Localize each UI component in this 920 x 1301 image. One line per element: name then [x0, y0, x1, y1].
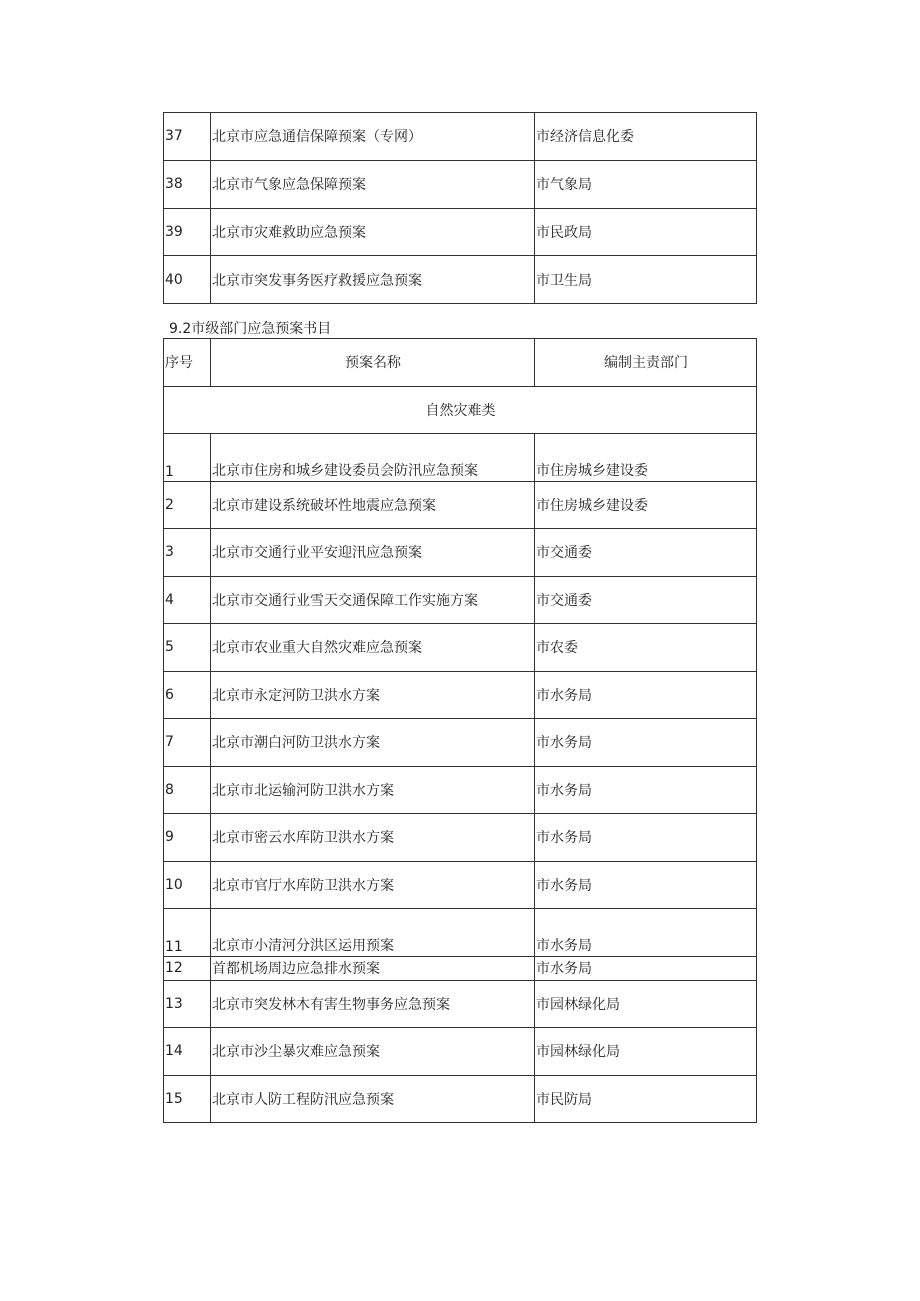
- table-row: [164, 1028, 757, 1076]
- row-number: 40: [164, 256, 211, 304]
- table-row: [164, 160, 757, 208]
- row-number: 37: [164, 113, 211, 161]
- table-row: [164, 1075, 757, 1123]
- table-row: [164, 719, 757, 767]
- plan-name: 北京市交通行业平安迎汛应急预案: [211, 529, 535, 577]
- plan-table-continued: [163, 112, 757, 304]
- responsible-dept: 市民政局: [535, 208, 757, 256]
- row-number: 6: [164, 671, 211, 719]
- row-number: 1: [164, 434, 211, 482]
- plan-name: 北京市潮白河防卫洪水方案: [211, 719, 535, 767]
- table-row: [164, 576, 757, 624]
- table-row: [164, 208, 757, 256]
- table-row: [164, 861, 757, 909]
- row-number: 5: [164, 624, 211, 672]
- plan-name: 北京市建设系统破坏性地震应急预案: [211, 481, 535, 529]
- plan-name: 北京市灾难救助应急预案: [211, 208, 535, 256]
- plan-name: 北京市沙尘暴灾难应急预案: [211, 1028, 535, 1076]
- table-row: [164, 814, 757, 862]
- plan-name: 北京市永定河防卫洪水方案: [211, 671, 535, 719]
- header-dept: 编制主责部门: [535, 339, 757, 387]
- category-row: [164, 386, 757, 434]
- row-number: 4: [164, 576, 211, 624]
- table-row: [164, 624, 757, 672]
- row-number: 11: [164, 909, 211, 957]
- responsible-dept: 市交通委: [535, 576, 757, 624]
- row-number: 15: [164, 1075, 211, 1123]
- responsible-dept: 市水务局: [535, 719, 757, 767]
- table-row: [164, 671, 757, 719]
- responsible-dept: 市气象局: [535, 160, 757, 208]
- responsible-dept: 市水务局: [535, 814, 757, 862]
- responsible-dept: 市经济信息化委: [535, 113, 757, 161]
- row-number: 2: [164, 481, 211, 529]
- table-row: [164, 481, 757, 529]
- row-number: 39: [164, 208, 211, 256]
- plan-name: 首都机场周边应急排水预案: [211, 956, 535, 980]
- header-number: 序号: [164, 339, 211, 387]
- row-number: 8: [164, 766, 211, 814]
- responsible-dept: 市农委: [535, 624, 757, 672]
- responsible-dept: 市住房城乡建设委: [535, 434, 757, 482]
- plan-name: 北京市住房和城乡建设委员会防汛应急预案: [211, 434, 535, 482]
- table-row: [164, 256, 757, 304]
- table-row: [164, 980, 757, 1028]
- row-number: 38: [164, 160, 211, 208]
- responsible-dept: 市住房城乡建设委: [535, 481, 757, 529]
- table-row: [164, 529, 757, 577]
- table-header-row: [164, 339, 757, 387]
- plan-name: 北京市农业重大自然灾难应急预案: [211, 624, 535, 672]
- plan-name: 北京市小清河分洪区运用预案: [211, 909, 535, 957]
- responsible-dept: 市水务局: [535, 956, 757, 980]
- responsible-dept: 市卫生局: [535, 256, 757, 304]
- responsible-dept: 市水务局: [535, 861, 757, 909]
- row-number: 13: [164, 980, 211, 1028]
- table-row: [164, 113, 757, 161]
- responsible-dept: 市水务局: [535, 909, 757, 957]
- responsible-dept: 市水务局: [535, 671, 757, 719]
- plan-name: 北京市应急通信保障预案（专网）: [211, 113, 535, 161]
- responsible-dept: 市水务局: [535, 766, 757, 814]
- plan-name: 北京市北运输河防卫洪水方案: [211, 766, 535, 814]
- table-row: [164, 766, 757, 814]
- responsible-dept: 市民防局: [535, 1075, 757, 1123]
- plan-name: 北京市密云水库防卫洪水方案: [211, 814, 535, 862]
- responsible-dept: 市交通委: [535, 529, 757, 577]
- department-plan-table: [163, 338, 757, 1123]
- plan-name: 北京市人防工程防汛应急预案: [211, 1075, 535, 1123]
- row-number: 14: [164, 1028, 211, 1076]
- plan-name: 北京市突发林木有害生物事务应急预案: [211, 980, 535, 1028]
- row-number: 9: [164, 814, 211, 862]
- table-row: [164, 956, 757, 980]
- responsible-dept: 市园林绿化局: [535, 1028, 757, 1076]
- row-number: 10: [164, 861, 211, 909]
- row-number: 7: [164, 719, 211, 767]
- category-label: 自然灾难类: [164, 386, 757, 434]
- section-title: 9.2市级部门应急预案书目: [169, 321, 332, 337]
- row-number: 12: [164, 956, 211, 980]
- table-row: [164, 434, 757, 482]
- row-number: 3: [164, 529, 211, 577]
- responsible-dept: 市园林绿化局: [535, 980, 757, 1028]
- plan-name: 北京市气象应急保障预案: [211, 160, 535, 208]
- plan-name: 北京市突发事务医疗救援应急预案: [211, 256, 535, 304]
- table-row: [164, 909, 757, 957]
- plan-name: 北京市官厅水库防卫洪水方案: [211, 861, 535, 909]
- header-plan-name: 预案名称: [211, 339, 535, 387]
- plan-name: 北京市交通行业雪天交通保障工作实施方案: [211, 576, 535, 624]
